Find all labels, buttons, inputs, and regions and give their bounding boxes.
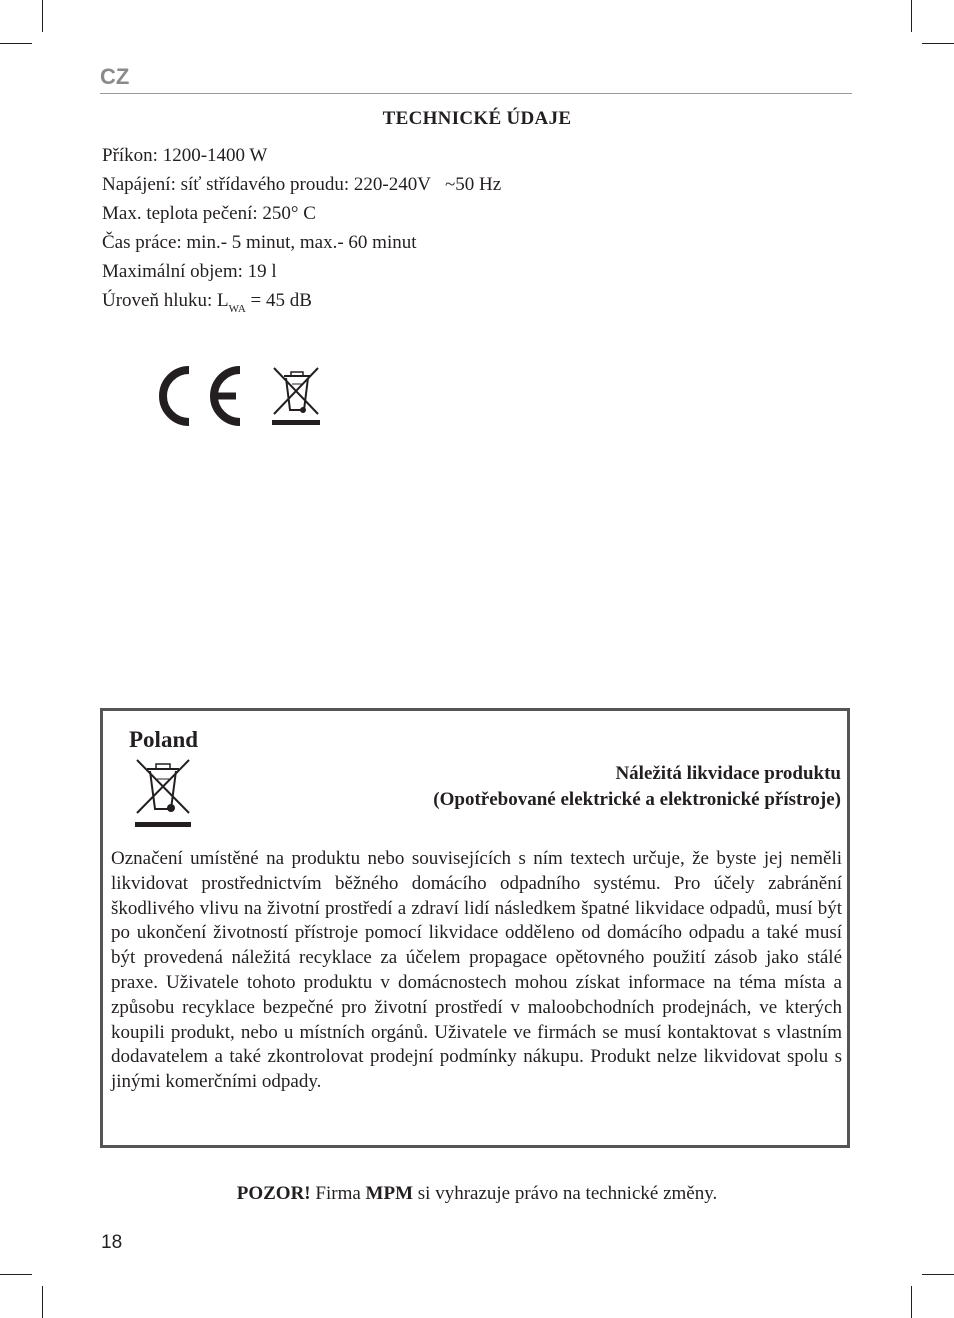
country-label: Poland	[129, 727, 199, 752]
spec-volume: Maximální objem: 19 l	[102, 261, 277, 282]
page-number: 18	[101, 1232, 123, 1253]
crop-mark	[922, 43, 954, 44]
header-divider	[100, 93, 852, 94]
disposal-paragraph: Označení umístěné na produktu nebo souvisejících s ním textech určuje, že byste jej neměli likvidovat prostřednictvím běžného domácího odpadního systému. Pro účely zabránění škodlivého vlivu na životní prostředí a zdraví lidí následkem špatné likvidace odpadů, musí být po ukončení životností přístroje pomocí likvidace odděleno od domácího odpadu a také musí být provedená náležitá recyklace za účelem propagace opětovného použití zásob jako stálé praxe. Uživatele tohoto produktu v domácnostech mohou získat informace na téma místa a způsobu recyklace bezpečné pro životní prostředí v maloobchodních prodejnách, ve kterých koupili produkt, nebo u místních orgánů. Uživatele ve firmách se musí kontaktovat s vlastním dodavatelem a také zkontrolovat prodejní podmínky nákupu. Produkt nelze likvidovat spolu s jinými komerčními odpady.	[111, 848, 842, 1093]
spec-supply-voltage: Napájení: síť střídavého proudu: 220-240V	[102, 174, 431, 195]
disposal-info-box	[100, 708, 850, 1148]
spec-noise-prefix: Úroveň hluku: L	[102, 290, 229, 311]
disposal-heading-line1: Náležitá likvidace produktu	[615, 763, 841, 784]
spec-noise-value: = 45 dB	[245, 290, 312, 311]
disposal-heading	[433, 761, 841, 813]
crop-mark	[42, 0, 43, 32]
notice-text-2: si vyhrazuje právo na technické změny.	[413, 1183, 718, 1204]
crop-mark	[0, 1274, 32, 1275]
spec-supply	[102, 170, 501, 199]
notice-text-1: Firma	[310, 1183, 366, 1204]
spec-time: Čas práce: min.- 5 minut, max.- 60 minut	[102, 232, 417, 253]
spec-noise-subscript: WA	[228, 303, 246, 315]
spec-power: Příkon: 1200-1400 W	[102, 145, 268, 166]
notice-line	[100, 1183, 854, 1205]
section-title: TECHNICKÉ ÚDAJE	[382, 108, 572, 129]
crop-mark	[0, 43, 32, 44]
notice-warning: POZOR!	[236, 1183, 311, 1204]
spec-supply-frequency: ~50 Hz	[444, 174, 502, 195]
disposal-heading-line2: (Opotřebované elektrické a elektronické přístroje)	[433, 789, 841, 810]
crossed-bin-icon	[133, 757, 197, 831]
notice-company: MPM	[365, 1183, 414, 1204]
language-code: CZ	[100, 64, 130, 89]
certification-marks	[156, 362, 326, 437]
crop-mark	[911, 1286, 912, 1318]
crop-mark	[922, 1274, 954, 1275]
ce-and-bin-marks	[156, 362, 326, 432]
crop-mark	[42, 1286, 43, 1318]
crossed-bin-icon	[272, 368, 320, 425]
ce-mark-icon	[163, 370, 240, 422]
spec-temperature: Max. teplota pečení: 250° C	[102, 203, 316, 224]
spec-list	[102, 141, 501, 324]
crop-mark	[911, 0, 912, 32]
spec-noise	[102, 286, 501, 324]
